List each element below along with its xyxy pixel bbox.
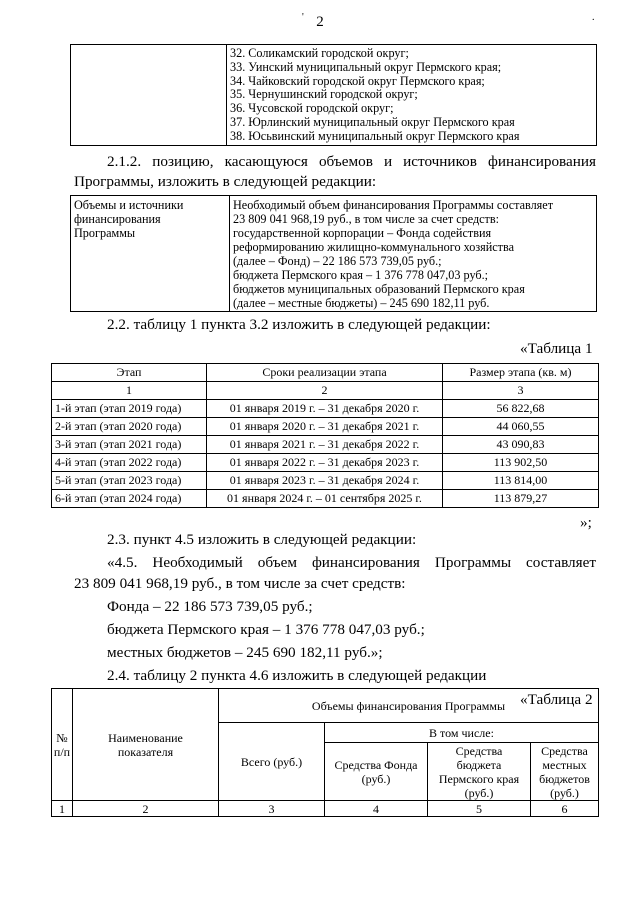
table1-header-stage: Этап (52, 364, 207, 382)
period-cell: 01 января 2024 г. – 01 сентября 2025 г. (207, 490, 443, 508)
table2-header-volumes: Объемы финансирования Программы (219, 689, 599, 723)
table-row (52, 454, 599, 472)
funding-label-line: Программы (74, 226, 136, 240)
paragraph-2-1-2-cont: Программы, изложить в следующей редакции: (74, 173, 377, 190)
paragraph-fund: Фонда – 22 186 573 739,05 руб.; (107, 598, 313, 615)
funding-table (70, 195, 597, 312)
municipalities-empty-cell (71, 45, 227, 146)
size-cell: 44 060,55 (443, 418, 599, 436)
table2-colnum: 5 (428, 801, 531, 817)
table2-header-fund: Средства Фонда (руб.) (325, 743, 428, 801)
table2-colnum: 4 (325, 801, 428, 817)
stage-cell: 4-й этап (этап 2022 года) (52, 454, 207, 472)
funding-text-line: реформированию жилищно-коммунального хозяйства (233, 240, 514, 254)
stages-table (51, 363, 599, 508)
paragraph-2-1-2: 2.1.2. позицию, касающуюся объемов и источников финансирования (107, 153, 596, 170)
period-cell: 01 января 2020 г. – 31 декабря 2021 г. (207, 418, 443, 436)
paragraph-2-2: 2.2. таблицу 1 пункта 3.2 изложить в следующей редакции: (107, 316, 491, 333)
municipalities-table (70, 44, 597, 146)
paragraph-4-5: «4.5. Необходимый объем финансирования Программы составляет (107, 554, 596, 571)
scan-mark: . (592, 12, 595, 23)
funding-label-cell (71, 196, 230, 312)
table2-header-num: № п/п (52, 689, 73, 801)
financing-table (51, 688, 599, 817)
funding-text-line: бюджета Пермского края – 1 376 778 047,03 руб.; (233, 268, 489, 282)
table1-colnum: 2 (207, 382, 443, 400)
funding-text-line: Необходимый объем финансирования Программы составляет (233, 198, 554, 212)
funding-text-cell (230, 196, 597, 312)
table-row (52, 400, 599, 418)
funding-text-line: бюджетов муниципальных образований Пермского края (233, 282, 525, 296)
table-row (52, 490, 599, 508)
table2-header-incl: В том числе: (325, 723, 599, 743)
size-cell: 113 814,00 (443, 472, 599, 490)
stage-cell: 5-й этап (этап 2023 года) (52, 472, 207, 490)
municipality-item: 33. Уинский муниципальный округ Пермского края; (230, 59, 502, 74)
table2-colnum: 6 (531, 801, 599, 817)
size-cell: 113 902,50 (443, 454, 599, 472)
municipality-item: 35. Чернушинский городской округ; (230, 87, 418, 102)
period-cell: 01 января 2019 г. – 31 декабря 2020 г. (207, 400, 443, 418)
size-cell: 56 822,68 (443, 400, 599, 418)
paragraph-regional: бюджета Пермского края – 1 376 778 047,03 руб.; (107, 621, 425, 638)
table2-colnum: 3 (219, 801, 325, 817)
table2-header-total: Всего (руб.) (219, 723, 325, 801)
paragraph-4-5-cont: 23 809 041 968,19 руб., в том числе за счет средств: (74, 575, 406, 592)
funding-text-line: государственной корпорации – Фонда содействия (233, 226, 492, 240)
table1-header-size: Размер этапа (кв. м) (443, 364, 599, 382)
table2-header-local: Средства местных бюджетов (руб.) (531, 743, 599, 801)
stage-cell: 3-й этап (этап 2021 года) (52, 436, 207, 454)
table2-header-regional: Средства бюджета Пермского края (руб.) (428, 743, 531, 801)
funding-text-line: (далее – Фонд) – 22 186 573 739,05 руб.; (233, 254, 442, 268)
stage-cell: 1-й этап (этап 2019 года) (52, 400, 207, 418)
stage-cell: 2-й этап (этап 2020 года) (52, 418, 207, 436)
period-cell: 01 января 2023 г. – 31 декабря 2024 г. (207, 472, 443, 490)
municipality-item: 36. Чусовской городской округ; (230, 101, 394, 116)
size-cell: 43 090,83 (443, 436, 599, 454)
paragraph-2-4: 2.4. таблицу 2 пункта 4.6 изложить в следующей редакции (107, 667, 487, 684)
table2-caption: «Таблица 2 (520, 691, 593, 708)
table2-colnum: 2 (73, 801, 219, 817)
municipality-item: 32. Соликамский городской округ; (230, 46, 409, 60)
scan-mark: ' (302, 12, 304, 23)
closing-quote: »; (580, 514, 592, 531)
period-cell: 01 января 2021 г. – 31 декабря 2022 г. (207, 436, 443, 454)
funding-text-line: (далее – местные бюджеты) – 245 690 182,11 руб. (233, 296, 490, 310)
table1-colnum: 3 (443, 382, 599, 400)
municipality-item: 38. Юсьвинский муниципальный округ Пермского края (230, 128, 520, 143)
table2-header-name: Наименование показателя (73, 689, 219, 801)
municipality-item: 34. Чайковский городской округ Пермского края; (230, 73, 485, 88)
paragraph-local: местных бюджетов – 245 690 182,11 руб.»; (107, 644, 383, 661)
table1-colnum: 1 (52, 382, 207, 400)
period-cell: 01 января 2022 г. – 31 декабря 2023 г. (207, 454, 443, 472)
page-number: 2 (316, 14, 324, 30)
funding-text-line: 23 809 041 968,19 руб., в том числе за счет средств: (233, 212, 500, 226)
paragraph-2-3: 2.3. пункт 4.5 изложить в следующей редакции: (107, 531, 417, 548)
table2-colnum: 1 (52, 801, 73, 817)
municipality-item: 37. Юрлинский муниципальный округ Пермского края (230, 114, 515, 129)
municipalities-list (227, 45, 597, 146)
funding-label-line: Объемы и источники (74, 198, 184, 212)
table1-caption: «Таблица 1 (520, 340, 593, 357)
table-row (52, 472, 599, 490)
table-row (52, 418, 599, 436)
stage-cell: 6-й этап (этап 2024 года) (52, 490, 207, 508)
size-cell: 113 879,27 (443, 490, 599, 508)
funding-label-line: финансирования (74, 212, 161, 226)
table1-header-period: Сроки реализации этапа (207, 364, 443, 382)
table-row (52, 436, 599, 454)
